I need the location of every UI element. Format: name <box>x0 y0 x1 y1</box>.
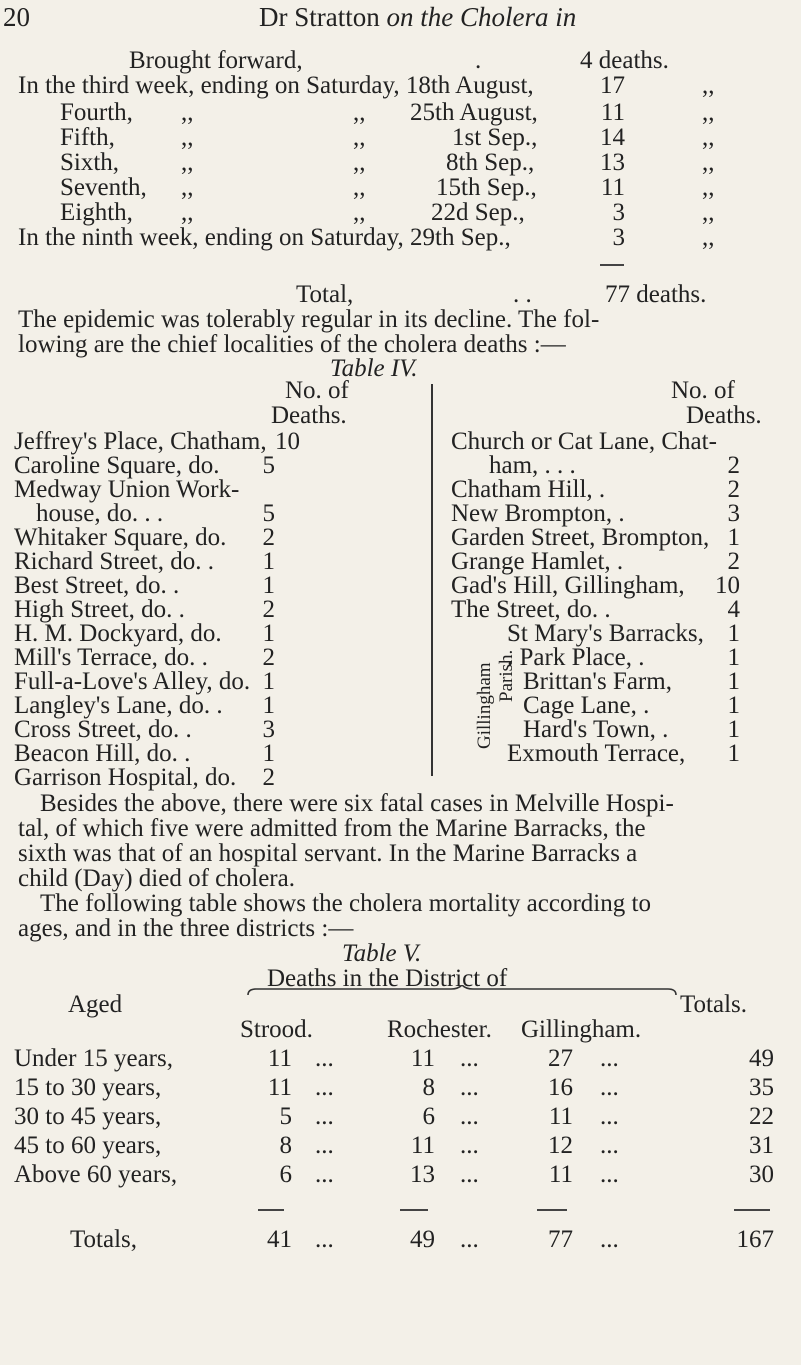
locality-deaths: 1 <box>262 740 275 767</box>
locality-deaths: 1 <box>727 524 740 551</box>
table5-brace <box>246 985 678 999</box>
locality-deaths: 1 <box>262 620 275 647</box>
locality-name: Caroline Square, do. <box>14 452 220 479</box>
locality-name: Beacon Hill, do. . <box>14 740 191 767</box>
paragraph-line: sixth was that of an hospital servant. In the Marine Barracks a <box>18 840 638 867</box>
locality-name: Medway Union Work- <box>14 476 240 503</box>
dot-leader: ... <box>460 1161 479 1188</box>
dot-leader: ... <box>315 1132 334 1159</box>
dot-leader: ... <box>315 1103 334 1130</box>
locality-name: Exmouth Terrace, <box>507 740 686 767</box>
totals-rule <box>400 1209 428 1211</box>
rochester-total: 49 <box>410 1226 435 1253</box>
locality-name: Cage Lane, . <box>523 692 650 719</box>
locality-name: Grange Hamlet, . <box>451 548 624 575</box>
column-header-rochester: Rochester. <box>387 1016 492 1043</box>
row-total: 22 <box>749 1103 774 1130</box>
ditto-mark: ,, <box>702 224 715 251</box>
ditto-mark: ,, <box>702 124 715 151</box>
locality-deaths: 3 <box>727 500 740 527</box>
locality-name: Langley's Lane, do. . <box>14 692 223 719</box>
week-row-third: In the third week, ending on Saturday, 18th August, <box>18 72 534 99</box>
rochester-value: 13 <box>410 1161 435 1188</box>
locality-name: house, do. . . <box>36 500 164 527</box>
locality-name: Cross Street, do. . <box>14 716 192 743</box>
week-row-eighth-num: 3 <box>612 199 625 226</box>
page-number: 20 <box>3 2 30 32</box>
paragraph-line: tal, of which five were admitted from the Marine Barracks, the <box>18 815 646 842</box>
locality-deaths: 4 <box>727 596 740 623</box>
locality-name: Richard Street, do. . <box>14 548 214 575</box>
week-row-sixth: Sixth, <box>60 149 120 176</box>
week-row-fourth-date: 25th August, <box>410 99 538 126</box>
locality-deaths: 1 <box>262 572 275 599</box>
dot-leader: ... <box>600 1045 619 1072</box>
ditto-mark: ,, <box>702 174 715 201</box>
paragraph-line: Besides the above, there were six fatal cases in Melville Hospi- <box>40 790 674 817</box>
locality-name: High Street, do. . <box>14 596 185 623</box>
dot-leader: ... <box>460 1132 479 1159</box>
strood-value: 11 <box>267 1045 292 1072</box>
week-row-fourth: Fourth, <box>60 99 133 126</box>
rochester-value: 11 <box>410 1045 435 1072</box>
totals-rule <box>734 1209 770 1211</box>
locality-deaths: 10 <box>715 572 740 599</box>
ditto-mark: ,, <box>181 199 194 226</box>
week-row-fifth: Fifth, <box>60 124 115 151</box>
gillingham-value: 27 <box>548 1045 573 1072</box>
strood-value: 11 <box>267 1074 292 1101</box>
ditto-mark: ,, <box>702 149 715 176</box>
strood-value: 6 <box>279 1161 292 1188</box>
locality-name: Whitaker Square, do. <box>14 524 227 551</box>
dot-leader: ... <box>460 1074 479 1101</box>
ditto-mark: ,, <box>353 124 366 151</box>
gillingham-total: 77 <box>548 1226 573 1253</box>
paragraph-line: The epidemic was tolerably regular in its decline. The fol- <box>18 306 600 333</box>
paragraph-line: lowing are the chief localities of the cholera deaths :— <box>18 331 566 358</box>
ditto-mark: ,, <box>181 99 194 126</box>
locality-deaths: 2 <box>262 524 275 551</box>
age-group: 30 to 45 years, <box>14 1103 162 1130</box>
week-row-ninth: In the ninth week, ending on Saturday, 29th Sep., <box>18 224 511 251</box>
rochester-value: 6 <box>422 1103 435 1130</box>
locality-deaths: 2 <box>727 476 740 503</box>
totals-rule <box>537 1209 567 1211</box>
row-total: 31 <box>749 1132 774 1159</box>
week-row-third-num: 17 <box>600 72 625 99</box>
locality-deaths: 3 <box>262 716 275 743</box>
table5-title: Table V. <box>342 940 422 967</box>
gillingham-value: 12 <box>548 1132 573 1159</box>
brought-forward-label: Brought forward, <box>129 47 303 74</box>
dot-leader: ... <box>600 1226 619 1253</box>
gillingham-value: 11 <box>548 1161 573 1188</box>
locality-name: Hard's Town, . <box>523 716 669 743</box>
dot-leader: ... <box>600 1132 619 1159</box>
locality-deaths: 1 <box>727 668 740 695</box>
locality-deaths: 10 <box>275 428 300 455</box>
week-row-seventh-date: 15th Sep., <box>436 174 537 201</box>
age-group: 15 to 30 years, <box>14 1074 162 1101</box>
locality-name: H. M. Dockyard, do. <box>14 620 222 647</box>
running-title-rest: on the Cholera in <box>386 2 577 32</box>
gillingham-value: 11 <box>548 1103 573 1130</box>
age-group: 45 to 60 years, <box>14 1132 162 1159</box>
week-row-sixth-date: 8th Sep., <box>446 149 535 176</box>
dot-leader: ... <box>600 1161 619 1188</box>
gillingham-value: 16 <box>548 1074 573 1101</box>
total-dots: . . <box>513 281 532 308</box>
table4-right-col-header: Deaths. <box>686 402 762 429</box>
totals-rule <box>258 1209 284 1211</box>
ditto-mark: ,, <box>353 199 366 226</box>
dot-leader: ... <box>600 1074 619 1101</box>
locality-name: . Park Place, . <box>507 644 645 671</box>
rochester-value: 11 <box>410 1132 435 1159</box>
locality-name: Gad's Hill, Gillingham, <box>451 572 685 599</box>
locality-name: Garrison Hospital, do. <box>14 764 237 791</box>
dot-leader: ... <box>460 1045 479 1072</box>
locality-name: Brittan's Farm, <box>523 668 672 695</box>
ditto-mark: ,, <box>181 124 194 151</box>
week-row-seventh-num: 11 <box>600 174 625 201</box>
ditto-mark: ,, <box>702 199 715 226</box>
week-row-eighth: Eighth, <box>60 199 133 226</box>
locality-deaths: 2 <box>262 596 275 623</box>
dot-leader: ... <box>460 1226 479 1253</box>
week-row-fourth-num: 11 <box>600 99 625 126</box>
strood-value: 8 <box>279 1132 292 1159</box>
locality-deaths: 2 <box>262 764 275 791</box>
locality-name: Chatham Hill, . <box>451 476 606 503</box>
total-label: Total, <box>296 281 354 308</box>
week-row-fifth-num: 14 <box>600 124 625 151</box>
dot-leader: ... <box>460 1103 479 1130</box>
locality-deaths: 2 <box>262 644 275 671</box>
locality-name: The Street, do. . <box>451 596 611 623</box>
brought-forward-value: 4 deaths. <box>580 47 669 74</box>
ditto-mark: ,, <box>181 174 194 201</box>
ditto-mark: ,, <box>702 99 715 126</box>
week-row-ninth-num: 3 <box>612 224 625 251</box>
table4-left-col-header: No. of <box>285 377 349 404</box>
running-title <box>259 2 576 33</box>
locality-name: Mill's Terrace, do. . <box>14 644 208 671</box>
parish-bracket-label: Parish. <box>496 649 517 702</box>
dot-leader: ... <box>600 1103 619 1130</box>
locality-name: Garden Street, Brompton, <box>451 524 710 551</box>
row-total: 35 <box>749 1074 774 1101</box>
rochester-value: 8 <box>422 1074 435 1101</box>
table4-divider <box>431 384 433 776</box>
age-group: Under 15 years, <box>14 1045 173 1072</box>
locality-deaths: 2 <box>727 452 740 479</box>
locality-name: Church or Cat Lane, Chat- <box>451 428 717 455</box>
total-value: 77 deaths. <box>605 281 707 308</box>
row-total: 30 <box>749 1161 774 1188</box>
table5-aged-header: Aged <box>68 991 123 1018</box>
locality-name: ham, . . . <box>489 452 576 479</box>
week-row-sixth-num: 13 <box>600 149 625 176</box>
dot-leader: ... <box>315 1045 334 1072</box>
locality-deaths: 5 <box>262 500 275 527</box>
locality-deaths: 5 <box>262 452 275 479</box>
ditto-mark: ,, <box>353 174 366 201</box>
locality-deaths: 1 <box>727 692 740 719</box>
locality-name: New Brompton, . <box>451 500 625 527</box>
ditto-mark: ,, <box>702 72 715 99</box>
table5-totals-header: Totals. <box>680 991 747 1018</box>
locality-deaths: 1 <box>727 644 740 671</box>
locality-deaths: 1 <box>262 668 275 695</box>
locality-name: Full-a-Love's Alley, do. <box>14 668 251 695</box>
locality-deaths: 1 <box>262 548 275 575</box>
strood-total: 41 <box>267 1226 292 1253</box>
paragraph-line: child (Day) died of cholera. <box>18 865 295 892</box>
locality-name: Best Street, do. . <box>14 572 180 599</box>
week-row-seventh: Seventh, <box>60 174 147 201</box>
table4-title: Table IV. <box>330 355 418 382</box>
locality-deaths: 1 <box>727 620 740 647</box>
locality-deaths: 1 <box>727 740 740 767</box>
table4-left-col-header: Deaths. <box>271 402 347 429</box>
locality-name: St Mary's Barracks, <box>507 620 704 647</box>
ditto-mark: ,, <box>353 149 366 176</box>
table4-right-col-header: No. of <box>671 377 735 404</box>
table5-group-header: Deaths in the District of <box>267 965 508 992</box>
paragraph-line: The following table shows the cholera mortality according to <box>40 890 651 917</box>
locality-deaths: 1 <box>262 692 275 719</box>
grand-total: 167 <box>736 1226 774 1253</box>
running-title-author: Dr Stratton <box>259 2 380 32</box>
locality-deaths: 2 <box>727 548 740 575</box>
strood-value: 5 <box>279 1103 292 1130</box>
locality-name: Jeffrey's Place, Chatham, <box>14 428 267 455</box>
total-rule <box>600 264 624 266</box>
gillingham-bracket-label: Gillingham <box>474 662 495 749</box>
age-group: Above 60 years, <box>14 1161 178 1188</box>
dot-leader: ... <box>315 1226 334 1253</box>
totals-label: Totals, <box>70 1226 137 1253</box>
paragraph-line: ages, and in the three districts :— <box>18 915 354 942</box>
brought-forward-dot: . <box>475 47 482 74</box>
dot-leader: ... <box>315 1074 334 1101</box>
week-row-fifth-date: 1st Sep., <box>452 124 538 151</box>
week-row-eighth-date: 22d Sep., <box>431 199 525 226</box>
column-header-strood: Strood. <box>240 1016 313 1043</box>
column-header-gillingham: Gillingham. <box>521 1016 642 1043</box>
locality-deaths: 1 <box>727 716 740 743</box>
dot-leader: ... <box>315 1161 334 1188</box>
ditto-mark: ,, <box>181 149 194 176</box>
ditto-mark: ,, <box>353 99 366 126</box>
row-total: 49 <box>749 1045 774 1072</box>
